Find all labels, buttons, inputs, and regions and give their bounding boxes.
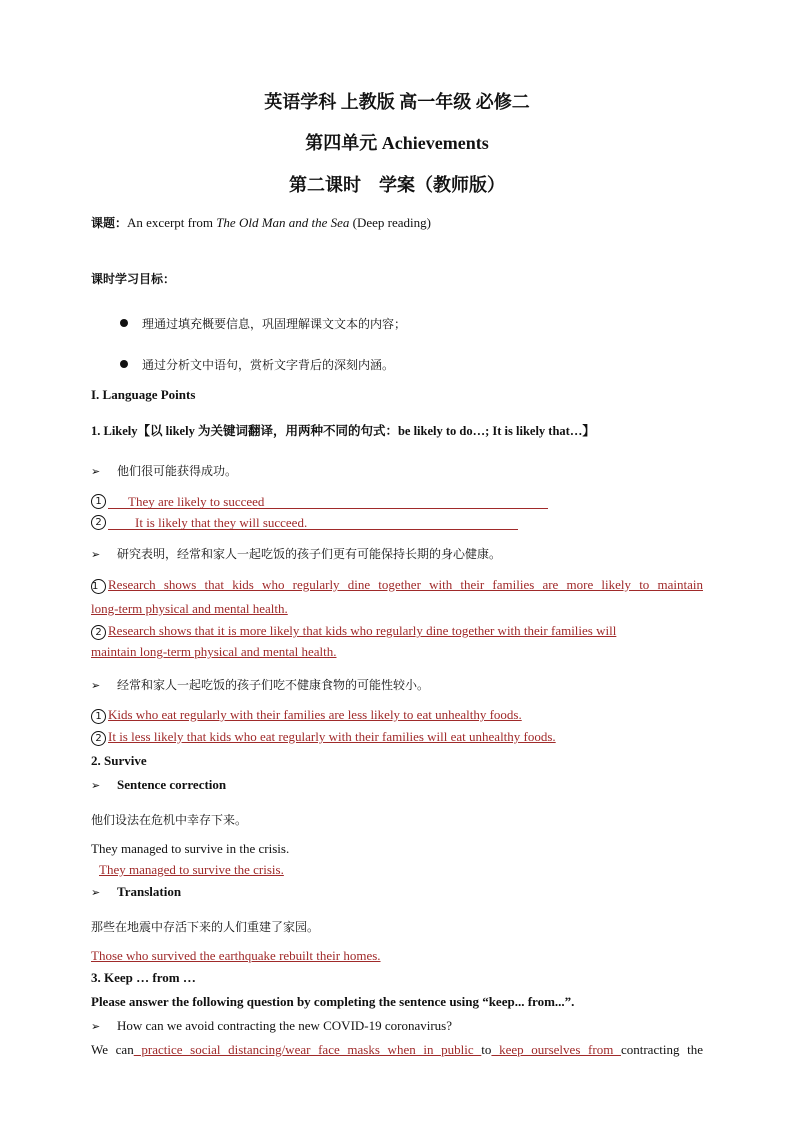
objective-text: 理通过填充概要信息，巩固理解课文文本的内容；: [142, 317, 407, 331]
answer-2-2-cont: maintain long-term physical and mental health.: [91, 644, 337, 659]
answer-1-1: [91, 492, 548, 509]
bullet-icon: [120, 319, 128, 327]
objectives-label: 课时学习目标：: [91, 272, 176, 286]
topic-label: 课题：: [91, 216, 128, 230]
title-subject: 英语学科 上教版 高一年级 必修二: [264, 92, 530, 112]
bullet-icon: [120, 360, 128, 368]
topic-line: [91, 214, 431, 231]
arrow-icon: ➢: [91, 548, 101, 561]
correction-answer: They managed to survive the crisis.: [99, 862, 284, 877]
arrow-icon: ➢: [91, 679, 101, 692]
question-2: [91, 545, 501, 562]
point2-heading: 2. Survive: [91, 753, 147, 768]
translation-cn: 那些在地震中存活下来的人们重建了家园。: [91, 920, 320, 934]
circled-number: 2: [91, 515, 106, 530]
answer-3-1: 1 Kids who eat regularly with their families are less likely to eat unhealthy foods.: [91, 707, 522, 724]
circled-number: 2: [91, 625, 106, 640]
translation-answer: Those who survived the earthquake rebuilt their homes.: [91, 948, 381, 963]
sentence-correction-label: ➢ Sentence correction: [91, 777, 227, 792]
translation-label: ➢ Translation: [91, 884, 182, 899]
point3-heading: 3. Keep … from …: [91, 970, 196, 985]
correction-cn: 他们设法在危机中幸存下来。: [91, 813, 248, 827]
arrow-icon: ➢: [91, 1020, 101, 1033]
question-text: 他们很可能获得成功。: [117, 464, 238, 478]
arrow-icon: ➢: [91, 465, 101, 478]
question-3: [91, 676, 429, 693]
circled-number: 1: [91, 579, 106, 594]
answer-2-1: 1 Research shows that kids who regularly dine together with their families are more likely to maintain: [92, 577, 703, 592]
section-heading: I. Language Points: [91, 387, 196, 402]
correction-original: They managed to survive in the crisis.: [91, 841, 290, 856]
objective-item: [120, 356, 394, 373]
topic-pre: An excerpt from: [127, 215, 217, 230]
arrow-icon: ➢: [91, 779, 101, 792]
circled-number: 1: [91, 709, 106, 724]
point1-heading: 1. Likely【以 likely 为关键词翻译，用两种不同的句式：be likely to do…; It is likely that…】: [91, 424, 595, 438]
circled-number: 2: [91, 731, 106, 746]
arrow-icon: ➢: [91, 886, 101, 899]
question-1: [91, 462, 237, 479]
circled-number: 1: [91, 494, 106, 509]
point3-question: ➢ How can we avoid contracting the new COVID-19 coronavirus?: [91, 1018, 453, 1033]
objective-item: [120, 315, 406, 332]
answer-blank: They are likely to succeed: [108, 494, 548, 509]
objective-text: 通过分析文中语句，赏析文字背后的深刻内涵。: [142, 358, 395, 372]
question-text: 研究表明，经常和家人一起吃饭的孩子们更有可能保持长期的身心健康。: [117, 547, 502, 561]
title-lesson: 第二课时 学案（教师版）: [289, 175, 505, 195]
answer-blank: It is likely that they will succeed.: [108, 515, 518, 530]
point3-instruction: Please answer the following question by completing the sentence using “keep... from...”.: [91, 994, 575, 1009]
answer-2-1-cont: long-term physical and mental health.: [91, 601, 288, 616]
topic-title: The Old Man and the Sea: [216, 215, 350, 230]
point3-answer: We can practice social distancing/wear face masks when in public to keep ourselves from contracting the: [91, 1042, 703, 1057]
question-text: 经常和家人一起吃饭的孩子们吃不健康食物的可能性较小。: [117, 678, 430, 692]
topic-post: (Deep reading): [349, 215, 431, 230]
answer-3-2: 2 It is less likely that kids who eat regularly with their families will eat unhealthy foods.: [91, 729, 556, 746]
answer-1-2: [91, 513, 518, 530]
answer-2-2: 2 Research shows that it is more likely that kids who regularly dine together with their families will: [91, 623, 616, 640]
title-unit: 第四单元 Achievements: [305, 133, 489, 153]
